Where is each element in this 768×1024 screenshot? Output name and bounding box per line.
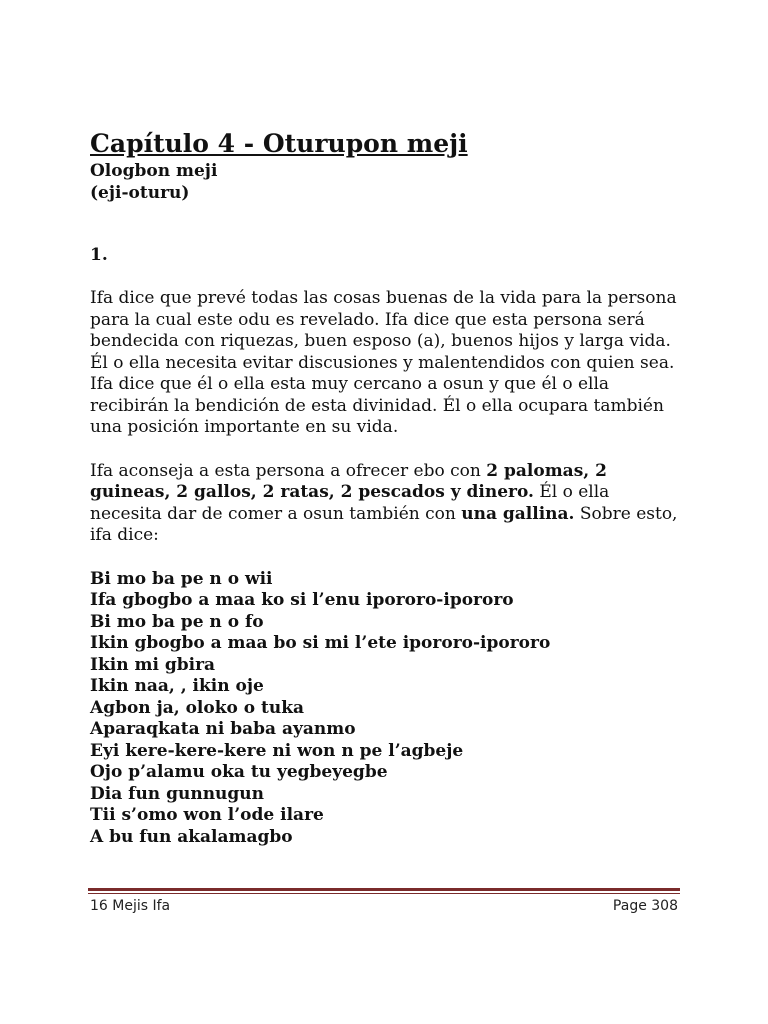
footer-page-number: Page 308 — [612, 898, 678, 914]
footer-divider — [88, 888, 680, 891]
paragraph-ebo — [90, 461, 680, 547]
paragraph-description: Ifa dice que prevé todas las cosas buenas de la vida para la persona para la cual este odu es revelado. Ifa dice que esta persona será bendecida con riquezas, buen esposo (a), buenos hijos y larga vida. Él o ella necesita evitar discusiones y malentendidos con quien sea. Ifa dice que él o ella esta muy cercano a osun y que él o ella recibirán la bendición de esta divinidad. Él o ella ocupara también una posición importante en su vida. — [90, 288, 677, 437]
verse-line: Eyi kere-kere-kere ni won n pe l’agbeje — [90, 740, 464, 761]
verse-line: Ifa gbogbo a maa ko si l’enu ipororo-ipororo — [90, 590, 514, 610]
ebo-offering-gallina: una gallina. — [461, 503, 575, 524]
document-body — [90, 128, 680, 848]
verse-line: Ikin gbogbo a maa bo si mi l’ete ipororo-ipororo — [90, 633, 551, 653]
ebo-offerings: 2 palomas, 2 guineas, 2 gallos, 2 ratas, 2 pescados y dinero. — [90, 460, 607, 502]
verse-line: Bi mo ba pe n o wii — [90, 568, 273, 589]
verse-line: A bu fun akalamagbo — [90, 826, 293, 847]
verse-line: Bi mo ba pe n o fo — [90, 611, 264, 632]
verse-line: Ikin mi gbira — [90, 654, 216, 675]
ebo-text-3: Sobre esto, ifa dice: — [90, 503, 678, 545]
ebo-text-2: Él o ella necesita dar de comer a osun también con — [90, 482, 610, 524]
chapter-title: Capítulo 4 - Oturupon meji — [90, 129, 468, 158]
footer-divider-thin — [88, 893, 680, 894]
verse-line: Aparaqkata ni baba ayanmo — [90, 719, 356, 739]
page-footer — [90, 898, 678, 914]
verse-number: 1. — [90, 245, 108, 265]
chapter-subtitle: Ologbon meji — [90, 161, 218, 181]
ebo-text-1: Ifa aconseja a esta persona a ofrecer ebo con — [90, 460, 487, 481]
verse-line: Dia fun gunnugun — [90, 783, 265, 804]
chapter-subtitle-alt: (eji-oturu) — [90, 183, 190, 203]
verse-line: Agbon ja, oloko o tuka — [90, 697, 305, 718]
verse-block — [90, 569, 680, 849]
footer-book-title: 16 Mejis Ifa — [90, 898, 171, 914]
verse-line: Tii s’omo won l’ode ilare — [90, 805, 324, 825]
verse-line: Ikin naa, , ikin oje — [90, 676, 264, 696]
verse-line: Ojo p’alamu oka tu yegbeyegbe — [90, 762, 388, 782]
